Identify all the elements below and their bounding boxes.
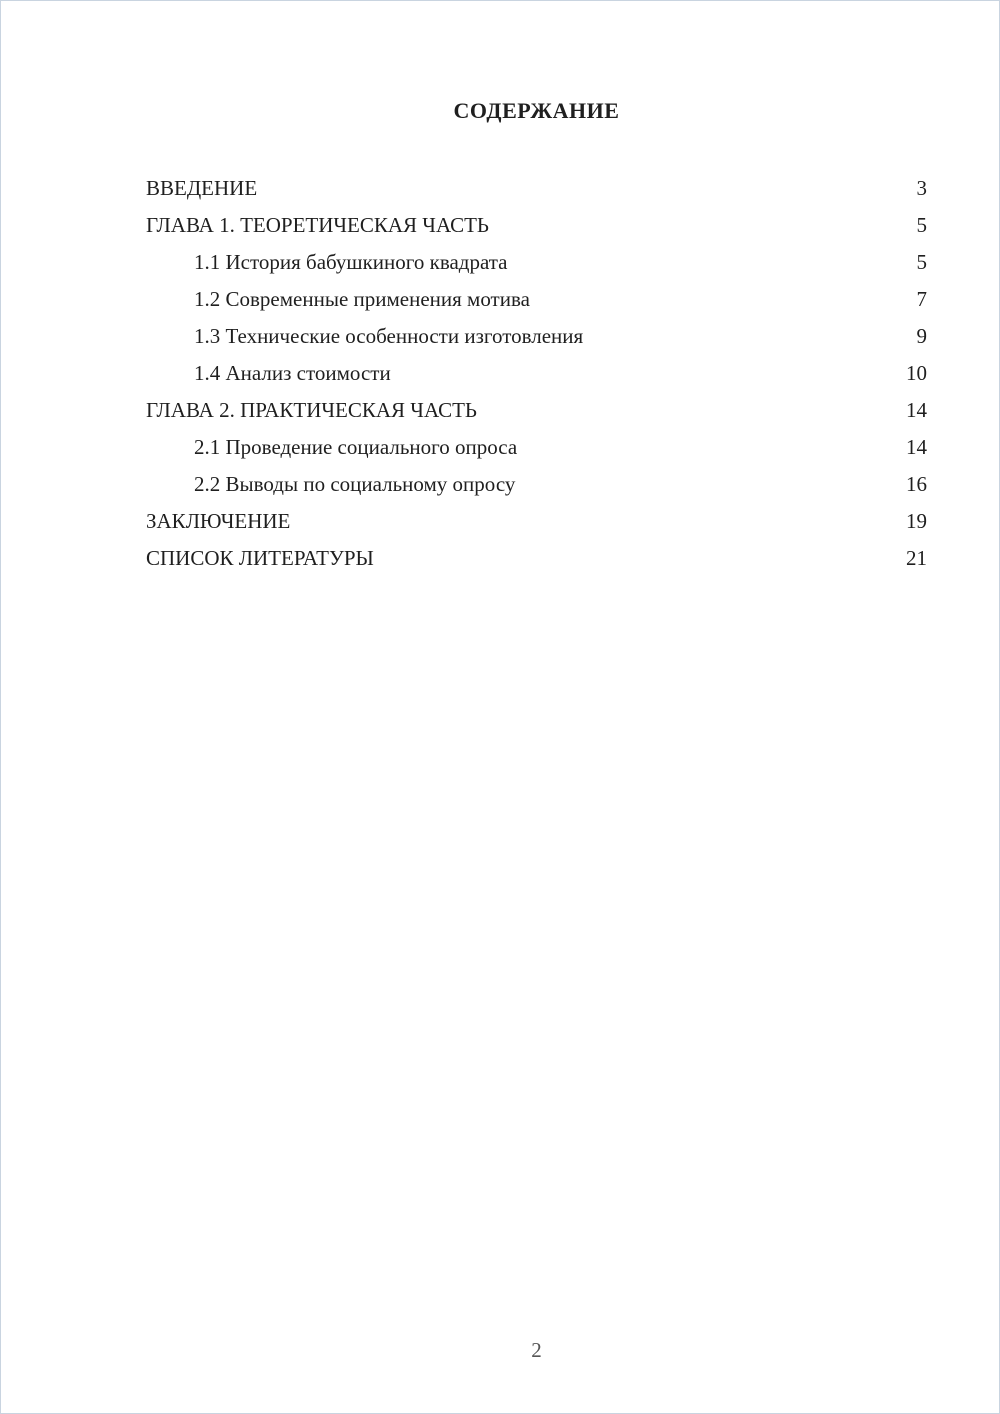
toc-entry-label: ГЛАВА 1. ТЕОРЕТИЧЕСКАЯ ЧАСТЬ <box>146 213 489 237</box>
toc-entry-label: 1.3 Технические особенности изготовления <box>194 324 584 348</box>
toc-entry-label: 1.1 История бабушкиного квадрата <box>194 250 508 274</box>
toc-entry-page: 14 <box>906 398 927 422</box>
toc-entry-page: 5 <box>916 250 927 274</box>
page-content <box>146 1 927 577</box>
toc-entry-page: 5 <box>916 213 927 237</box>
toc-entry-label: 1.4 Анализ стоимости <box>194 361 391 385</box>
toc-entry-page: 3 <box>916 176 927 200</box>
toc-entry-label: 1.2 Современные применения мотива <box>194 287 530 311</box>
table-of-contents <box>146 170 927 577</box>
toc-entry <box>146 392 927 429</box>
page-title: СОДЕРЖАНИЕ <box>453 98 620 123</box>
toc-entry <box>146 429 927 466</box>
toc-entry <box>146 355 927 392</box>
toc-entry-label: ГЛАВА 2. ПРАКТИЧЕСКАЯ ЧАСТЬ <box>146 398 477 422</box>
toc-entry-label: СПИСОК ЛИТЕРАТУРЫ <box>146 546 374 570</box>
toc-entry <box>146 244 927 281</box>
toc-entry <box>146 281 927 318</box>
toc-entry <box>146 318 927 355</box>
toc-entry-label: ЗАКЛЮЧЕНИЕ <box>146 509 291 533</box>
toc-entry-page: 7 <box>916 287 927 311</box>
footer-page-number: 2 <box>531 1338 542 1362</box>
toc-entry-page: 14 <box>906 435 927 459</box>
toc-entry-page: 16 <box>906 472 927 496</box>
toc-entry-label: ВВЕДЕНИЕ <box>146 176 258 200</box>
toc-entry-label: 2.1 Проведение социального опроса <box>194 435 518 459</box>
toc-entry <box>146 207 927 244</box>
toc-entry <box>146 503 927 540</box>
toc-entry-label: 2.2 Выводы по социальному опросу <box>194 472 516 496</box>
toc-entry-page: 9 <box>916 324 927 348</box>
toc-entry-page: 10 <box>906 361 927 385</box>
toc-entry <box>146 170 927 207</box>
toc-entry <box>146 466 927 503</box>
toc-entry-page: 21 <box>906 546 927 570</box>
toc-entry <box>146 540 927 577</box>
toc-entry-page: 19 <box>906 509 927 533</box>
